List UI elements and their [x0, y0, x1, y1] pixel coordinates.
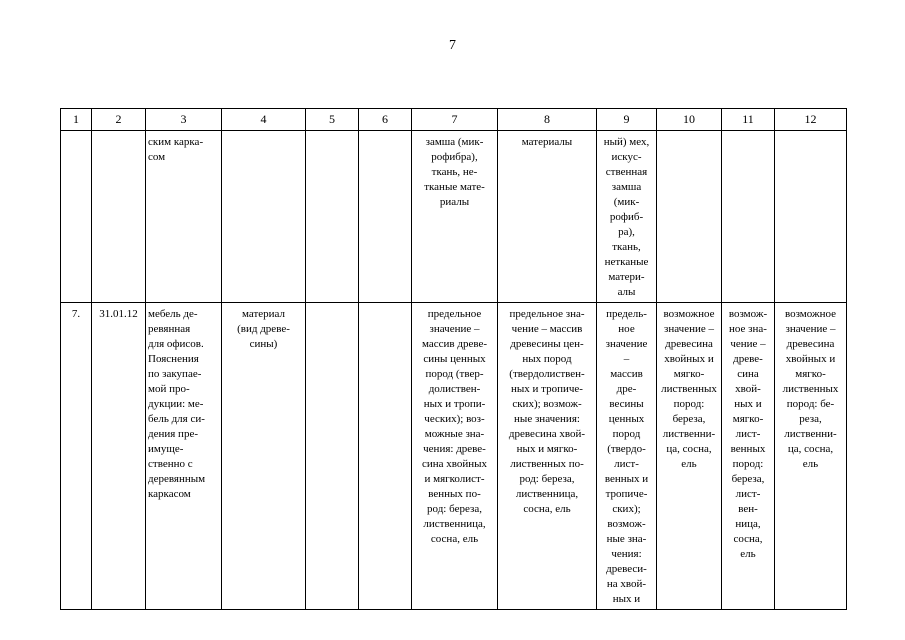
column-number: 5 [306, 109, 359, 131]
table-cell: ским карка- сом [146, 131, 222, 303]
table-cell: материалы [498, 131, 597, 303]
table-cell [657, 131, 722, 303]
value-cell: предельное зна- чение – массив древесины цен- ных пород (твердолиствен- ных и тропиче- ских); возмож- ные значения: древесина хвой- ных и мягко- лиственных по- род: береза, лиственница, сосна, ель [498, 303, 597, 610]
table-cell [722, 131, 775, 303]
product-name-cell: мебель де- ревянная для офисов. Пояснения по закупае- мой про- дукции: ме- бель для си- дения пре- имуще- ственно с деревянным каркасом [146, 303, 222, 610]
value-cell: возмож- ное зна- чение – древе- сина хвой- ных и мягко- лист- венных пород: береза, лист- вен- ница, сосна, ель [722, 303, 775, 610]
table-cell [775, 131, 847, 303]
column-number: 2 [92, 109, 146, 131]
characteristic-cell: материал (вид древе- сины) [222, 303, 306, 610]
column-number: 4 [222, 109, 306, 131]
column-number: 9 [597, 109, 657, 131]
table-cell [306, 131, 359, 303]
column-number: 8 [498, 109, 597, 131]
value-cell: возможное значение – древесина хвойных и мягко- лиственных пород: береза, лиственни- ца, сосна, ель [657, 303, 722, 610]
column-number: 6 [359, 109, 412, 131]
column-number: 7 [412, 109, 498, 131]
page-number: 7 [449, 38, 456, 53]
specification-table [60, 108, 847, 610]
column-number: 12 [775, 109, 847, 131]
column-number: 1 [61, 109, 92, 131]
column-number: 10 [657, 109, 722, 131]
table-cell [92, 131, 146, 303]
code-cell: 31.01.12 [92, 303, 146, 610]
table-cell: ный) мех, искус- ственная замша (мик- рофиб- ра), ткань, нетканые матери- алы [597, 131, 657, 303]
item-number-cell: 7. [61, 303, 92, 610]
column-number-row [61, 109, 847, 131]
table-row [61, 303, 847, 610]
table-cell [359, 131, 412, 303]
table-cell [359, 303, 412, 610]
column-number: 3 [146, 109, 222, 131]
continuation-row [61, 131, 847, 303]
column-number: 11 [722, 109, 775, 131]
value-cell: возможное значение – древесина хвойных и мягко- лиственных пород: бе- реза, лиственни- ца, сосна, ель [775, 303, 847, 610]
table-cell: замша (мик- рофибра), ткань, не- тканые мате- риалы [412, 131, 498, 303]
value-cell: предель- ное значение – массив дре- весины ценных пород (твердо- лист- венных и тропиче- ских); возмож- ные зна- чения: древеси- на хвой- ных и [597, 303, 657, 610]
value-cell: предельное значение – массив древе- сины ценных пород (твер- долиствен- ных и тропи- ческих); воз- можные зна- чения: древе- сина хвойных и мягколист- венных по- род: береза, лиственница, сосна, ель [412, 303, 498, 610]
table-cell [222, 131, 306, 303]
table-cell [306, 303, 359, 610]
table-cell [61, 131, 92, 303]
